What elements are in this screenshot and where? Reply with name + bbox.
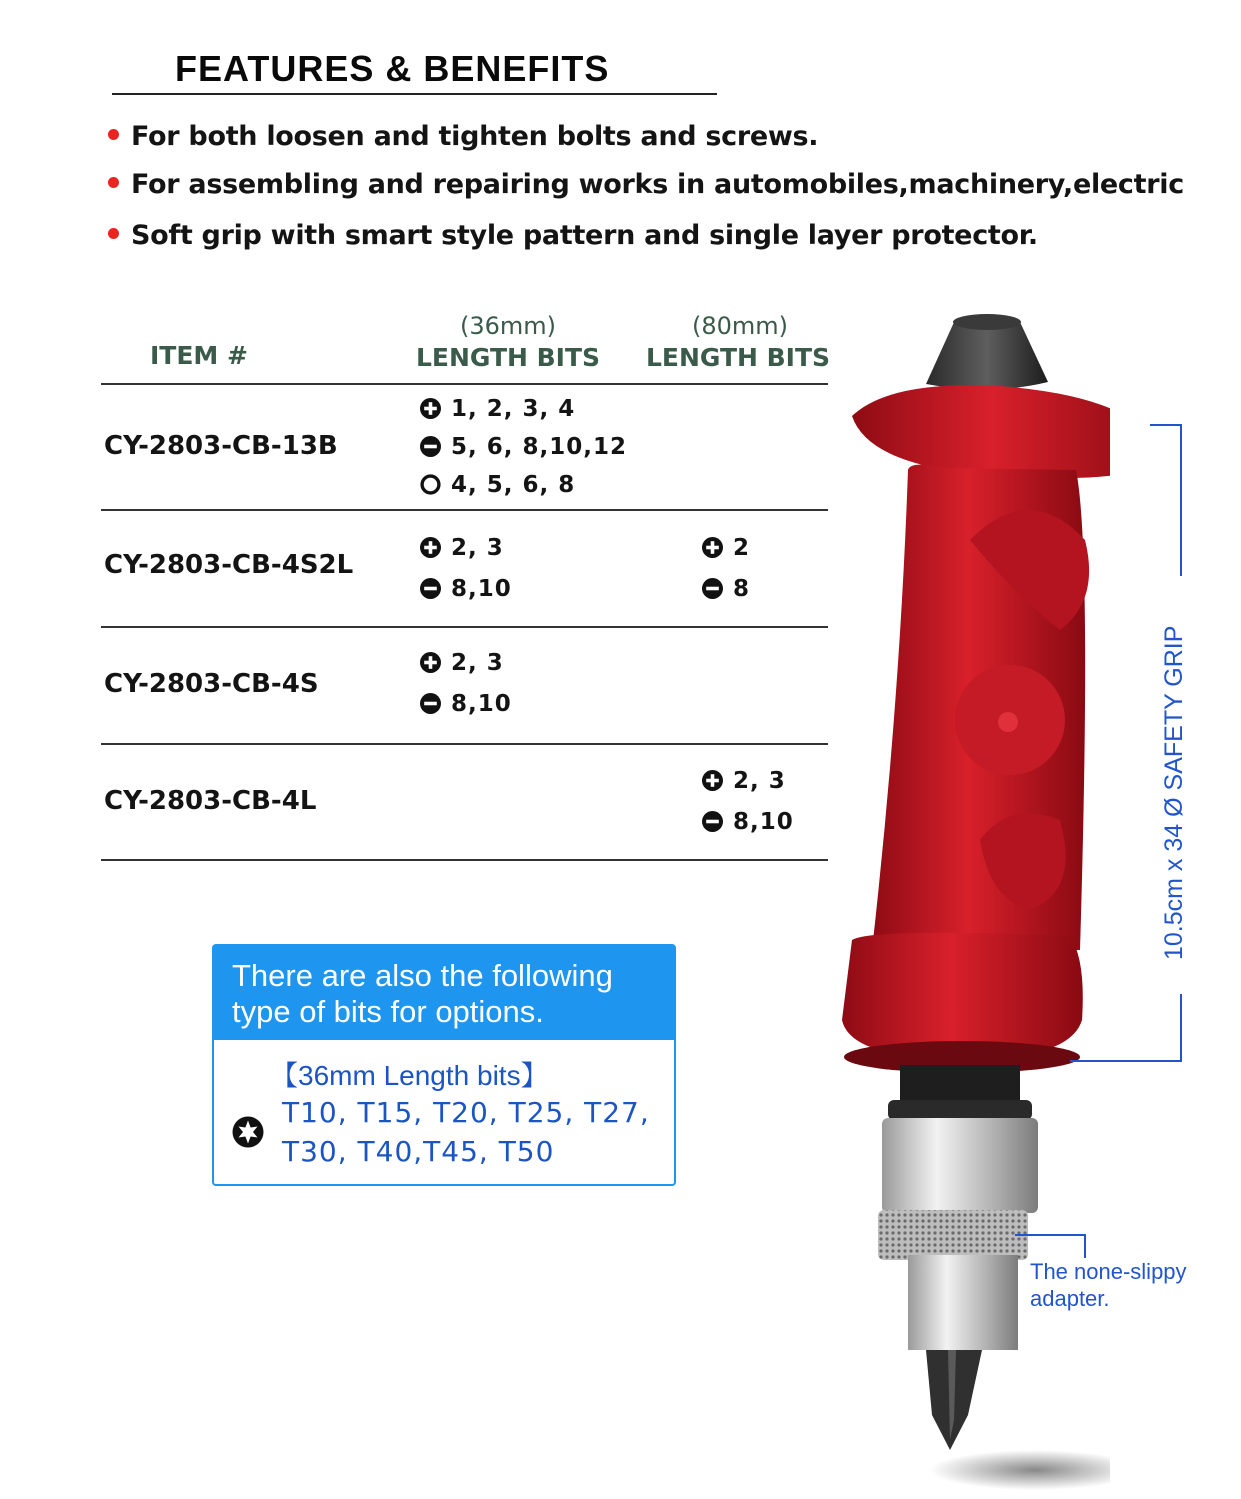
feature-item: Soft grip with smart style pattern and single layer protector. — [108, 220, 1038, 251]
bit-spec: 2 — [702, 535, 750, 561]
phillips-icon — [702, 537, 723, 558]
dimension-line — [1150, 424, 1181, 426]
options-box — [212, 944, 676, 1186]
slotted-icon — [420, 436, 441, 457]
section-heading: FEATURES & BENEFITS — [175, 48, 610, 89]
table-header-rule — [101, 383, 828, 385]
column-header-item: ITEM # — [150, 341, 248, 370]
feature-item: For assembling and repairing works in automobiles,machinery,electric — [108, 169, 1184, 200]
bullet-icon — [108, 228, 119, 239]
bullet-icon — [108, 129, 119, 140]
dimension-line — [1180, 994, 1182, 1061]
dimension-label: 10.5cm x 34 Ø SAFETY GRIP — [1160, 625, 1188, 960]
table-row-rule — [101, 626, 828, 628]
bit-spec: 8,10 — [420, 691, 512, 717]
dimension-line — [1180, 424, 1182, 576]
bit-spec: 2, 3 — [702, 768, 786, 794]
callout-line — [1015, 1234, 1085, 1236]
options-line: T30, T40,T45, T50 — [282, 1135, 555, 1168]
column-header-80mm: LENGTH BITS — [645, 343, 831, 372]
heading-underline — [112, 93, 717, 95]
options-header — [214, 946, 674, 1040]
item-number: CY-2803-CB-4S2L — [104, 550, 354, 580]
column-header-80mm-sub: (80mm) — [691, 312, 789, 340]
screwdriver-illustration — [830, 300, 1110, 1499]
table-row-rule — [101, 859, 828, 861]
options-subtitle: 【36mm Length bits】 — [270, 1060, 549, 1091]
bit-spec: 8 — [702, 576, 750, 602]
phillips-icon — [420, 537, 441, 558]
table-row-rule — [101, 509, 828, 511]
bit-spec: 8,10 — [702, 809, 794, 835]
callout-line — [1084, 1234, 1086, 1258]
dimension-line — [1070, 1060, 1182, 1062]
phillips-icon — [420, 398, 441, 419]
torx-icon — [232, 1116, 264, 1148]
slotted-icon — [702, 811, 723, 832]
bit-spec: 8,10 — [420, 576, 512, 602]
bit-spec: 4, 5, 6, 8 — [420, 472, 575, 498]
slotted-icon — [420, 693, 441, 714]
bit-spec: 2, 3 — [420, 650, 504, 676]
phillips-icon — [420, 652, 441, 673]
bit-spec: 1, 2, 3, 4 — [420, 396, 575, 422]
item-number: CY-2803-CB-4L — [104, 786, 317, 816]
bullet-icon — [108, 177, 119, 188]
table-row-rule — [101, 743, 828, 745]
hex-icon — [420, 474, 441, 495]
column-header-36mm: LENGTH BITS — [415, 343, 601, 372]
options-line: T10, T15, T20, T25, T27, — [282, 1096, 650, 1129]
options-title: There are also the following type of bits for options. — [232, 958, 613, 1029]
phillips-icon — [702, 770, 723, 791]
adapter-note: The none-slippy adapter. — [1030, 1259, 1187, 1311]
item-number: CY-2803-CB-13B — [104, 431, 338, 461]
slotted-icon — [420, 578, 441, 599]
item-number: CY-2803-CB-4S — [104, 669, 319, 699]
feature-item: For both loosen and tighten bolts and screws. — [108, 121, 818, 152]
slotted-icon — [702, 578, 723, 599]
bit-spec: 5, 6, 8,10,12 — [420, 434, 627, 460]
bit-spec: 2, 3 — [420, 535, 504, 561]
column-header-36mm-sub: (36mm) — [459, 312, 557, 340]
